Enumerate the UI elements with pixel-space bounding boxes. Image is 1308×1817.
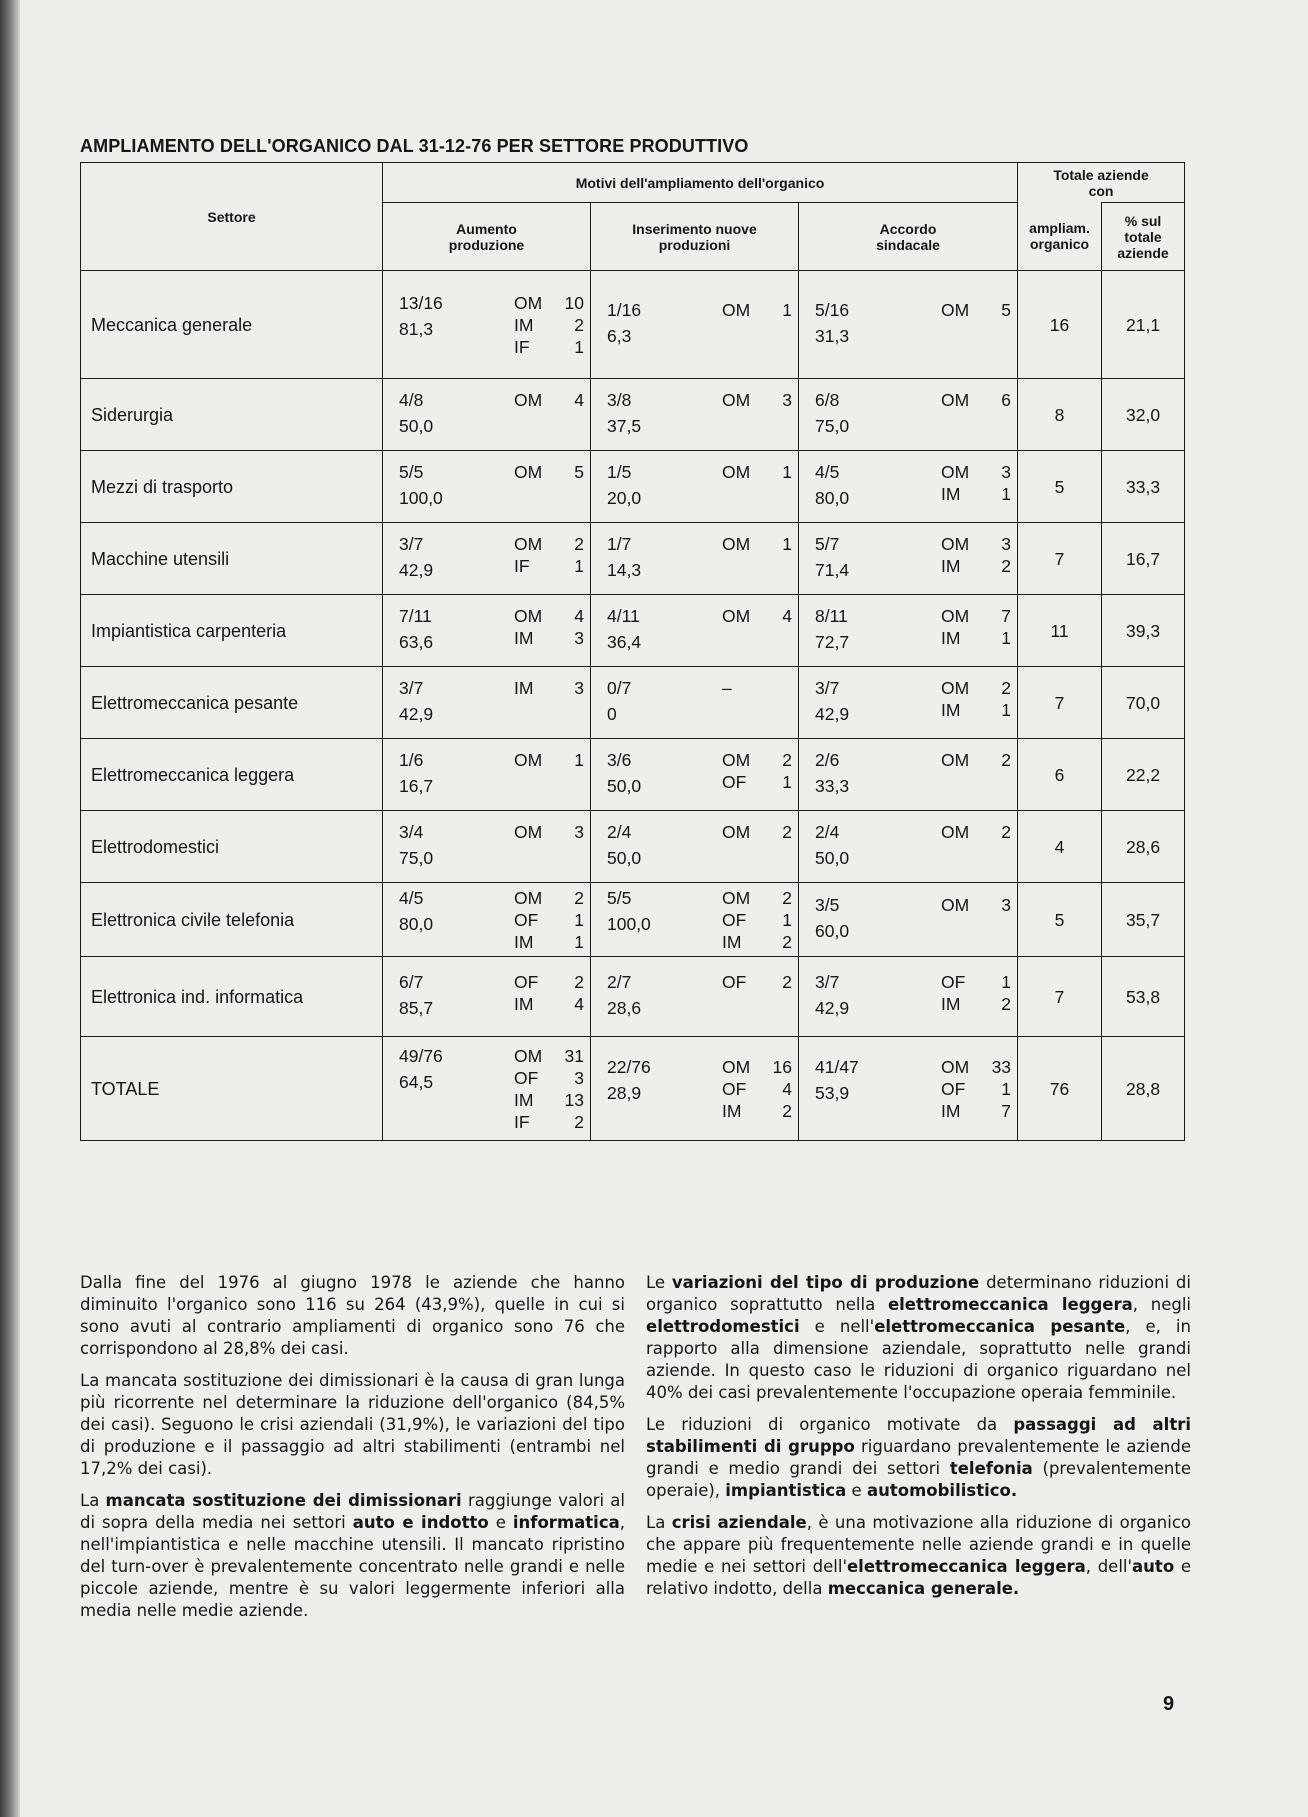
header-settore: Settore xyxy=(81,163,383,271)
inserimento-percent: 20,0 xyxy=(607,487,642,508)
worker-code: OM 1 xyxy=(514,749,584,770)
header-inserimento: Inserimento nuove produzioni xyxy=(591,203,799,271)
accordo-cell xyxy=(799,667,1018,739)
aumento-fraction: 5/5 xyxy=(399,461,424,482)
worker-code: OM 5 xyxy=(514,461,584,482)
aumento-cell xyxy=(383,811,591,883)
header-ampliam: ampliam. organico xyxy=(1018,203,1102,271)
worker-code: OM 6 xyxy=(941,389,1012,410)
total-cell: 4 xyxy=(1018,811,1102,883)
inserimento-percent: 0 xyxy=(607,703,617,724)
table-row xyxy=(81,379,1185,451)
table-row xyxy=(81,667,1185,739)
settore-cell: TOTALE xyxy=(81,1037,383,1141)
accordo-cell xyxy=(799,811,1018,883)
percent-cell: 35,7 xyxy=(1102,883,1185,957)
worker-code: OF 3 xyxy=(514,1067,584,1088)
paragraph: La mancata sostituzione dei dimissionari raggiunge valori al di sopra della media nei settori auto e indotto e informatica, nell'impiantistica e nelle macchine utensili. Il mancato ripristino del turn-over è prevalentemente concentrato nelle grandi e nelle piccole aziende, mentre è su valori leggermente inferiori alla media nelle medie aziende. xyxy=(80,1491,625,1620)
accordo-fraction: 3/7 xyxy=(815,971,840,992)
inserimento-cell xyxy=(591,739,799,811)
worker-code: OM 3 xyxy=(941,894,1012,915)
worker-code: IM 2 xyxy=(722,1100,792,1121)
worker-code: OM 10 xyxy=(514,292,584,313)
aumento-percent: 63,6 xyxy=(399,631,434,652)
total-cell: 5 xyxy=(1018,883,1102,957)
inserimento-cell xyxy=(591,1037,799,1141)
worker-code: OM 33 xyxy=(941,1056,1012,1077)
worker-code: IM 3 xyxy=(514,677,584,698)
inserimento-percent: 28,9 xyxy=(607,1082,642,1103)
aumento-fraction: 4/8 xyxy=(399,389,424,410)
inserimento-fraction: 3/8 xyxy=(607,389,632,410)
worker-code: – xyxy=(722,677,732,698)
aumento-cell xyxy=(383,1037,591,1141)
worker-code: OM 2 xyxy=(514,533,584,554)
table-row xyxy=(81,1037,1185,1141)
worker-code: OM 2 xyxy=(722,821,792,842)
text-column-left xyxy=(80,1272,625,1632)
inserimento-fraction: 22/76 xyxy=(607,1056,651,1077)
worker-code: OM 3 xyxy=(514,821,584,842)
worker-code: IM 1 xyxy=(941,627,1012,648)
worker-code: OM 4 xyxy=(722,605,792,626)
settore-cell: Mezzi di trasporto xyxy=(81,451,383,523)
worker-code: OF 2 xyxy=(722,971,792,992)
total-cell: 8 xyxy=(1018,379,1102,451)
aumento-percent: 75,0 xyxy=(399,847,434,868)
worker-code: OF 1 xyxy=(941,971,1012,992)
inserimento-percent: 50,0 xyxy=(607,775,642,796)
inserimento-cell xyxy=(591,271,799,379)
aumento-fraction: 1/6 xyxy=(399,749,424,770)
worker-code: OM 16 xyxy=(722,1056,792,1077)
aumento-fraction: 3/7 xyxy=(399,677,424,698)
worker-code: IM 4 xyxy=(514,993,584,1014)
aumento-percent: 42,9 xyxy=(399,559,434,580)
worker-code: IM 13 xyxy=(514,1089,584,1110)
inserimento-fraction: 5/5 xyxy=(607,887,632,908)
inserimento-percent: 28,6 xyxy=(607,997,642,1018)
worker-code: IM 2 xyxy=(514,314,584,335)
aumento-percent: 42,9 xyxy=(399,703,434,724)
total-cell: 16 xyxy=(1018,271,1102,379)
worker-code: OM 2 xyxy=(722,887,792,908)
aumento-percent: 85,7 xyxy=(399,997,434,1018)
settore-cell: Macchine utensili xyxy=(81,523,383,595)
worker-code: IM 2 xyxy=(941,555,1012,576)
percent-cell: 33,3 xyxy=(1102,451,1185,523)
inserimento-cell xyxy=(591,451,799,523)
worker-code: OM 1 xyxy=(722,533,792,554)
inserimento-fraction: 4/11 xyxy=(607,605,640,626)
worker-code: OM 1 xyxy=(722,461,792,482)
settore-cell: Elettronica ind. informatica xyxy=(81,957,383,1037)
table-title: AMPLIAMENTO DELL'ORGANICO DAL 31-12-76 PER SETTORE PRODUTTIVO xyxy=(80,136,749,156)
worker-code: OM 3 xyxy=(941,533,1012,554)
worker-code: IM 7 xyxy=(941,1100,1012,1121)
settore-cell: Elettromeccanica leggera xyxy=(81,739,383,811)
accordo-fraction: 3/7 xyxy=(815,677,840,698)
data-table xyxy=(80,162,1185,1141)
aumento-fraction: 3/7 xyxy=(399,533,424,554)
paragraph: La mancata sostituzione dei dimissionari è la causa di gran lunga più ricorrente nel determinare la riduzione dell'organico (84,5% dei casi). Seguono le crisi aziendali (31,9%), le variazioni del tipo di produzione e il passaggio ad altri stabilimenti (entrambi nel 17,2% dei casi). xyxy=(80,1371,625,1478)
accordo-fraction: 5/7 xyxy=(815,533,840,554)
settore-cell: Impiantistica carpenteria xyxy=(81,595,383,667)
aumento-cell xyxy=(383,451,591,523)
accordo-cell xyxy=(799,271,1018,379)
total-cell: 11 xyxy=(1018,595,1102,667)
header-motivi: Motivi dell'ampliamento dell'organico xyxy=(383,163,1018,203)
settore-cell: Meccanica generale xyxy=(81,271,383,379)
worker-code: IF 1 xyxy=(514,336,584,357)
worker-code: OM 2 xyxy=(941,821,1012,842)
inserimento-cell xyxy=(591,667,799,739)
aumento-percent: 16,7 xyxy=(399,775,434,796)
accordo-cell xyxy=(799,1037,1018,1141)
accordo-percent: 42,9 xyxy=(815,703,850,724)
paragraph: Dalla fine del 1976 al giugno 1978 le aziende che hanno diminuito l'organico sono 116 su 264 (43,9%), quelle in cui si sono avuti al contrario ampliamenti di organico sono 76 che corrispondono al 28,8% dei casi. xyxy=(80,1273,625,1358)
worker-code: IM 1 xyxy=(514,931,584,952)
worker-code: OF 1 xyxy=(514,909,584,930)
percent-cell: 22,2 xyxy=(1102,739,1185,811)
inserimento-fraction: 1/7 xyxy=(607,533,632,554)
settore-cell: Elettrodomestici xyxy=(81,811,383,883)
worker-code: OM 5 xyxy=(941,299,1012,320)
table-row xyxy=(81,523,1185,595)
inserimento-cell xyxy=(591,957,799,1037)
inserimento-fraction: 2/7 xyxy=(607,971,632,992)
aumento-fraction: 6/7 xyxy=(399,971,424,992)
aumento-cell xyxy=(383,667,591,739)
accordo-percent: 71,4 xyxy=(815,559,850,580)
inserimento-percent: 100,0 xyxy=(607,913,651,934)
percent-cell: 70,0 xyxy=(1102,667,1185,739)
total-cell: 5 xyxy=(1018,451,1102,523)
settore-cell: Siderurgia xyxy=(81,379,383,451)
aumento-percent: 81,3 xyxy=(399,318,434,339)
aumento-cell xyxy=(383,271,591,379)
accordo-percent: 53,9 xyxy=(815,1082,850,1103)
paragraph: Le riduzioni di organico motivate da passaggi ad altri stabilimenti di gruppo riguardano prevalentemente le aziende grandi e medio grandi dei settori telefonia (prevalentemente operaie), impiantistica e automobilistico. xyxy=(646,1415,1192,1500)
table-row xyxy=(81,451,1185,523)
worker-code: OM 4 xyxy=(514,605,584,626)
accordo-cell xyxy=(799,523,1018,595)
aumento-cell xyxy=(383,523,591,595)
accordo-cell xyxy=(799,883,1018,957)
worker-code: IF 2 xyxy=(514,1111,584,1132)
total-cell: 76 xyxy=(1018,1037,1102,1141)
inserimento-percent: 6,3 xyxy=(607,325,632,346)
accordo-fraction: 3/5 xyxy=(815,894,840,915)
inserimento-fraction: 0/7 xyxy=(607,677,632,698)
accordo-percent: 31,3 xyxy=(815,325,850,346)
worker-code: OF 1 xyxy=(722,909,792,930)
percent-cell: 28,6 xyxy=(1102,811,1185,883)
header-aumento: Aumento produzione xyxy=(383,203,591,271)
paragraph: Le variazioni del tipo di produzione determinano riduzioni di organico soprattutto nella elettromeccanica leggera, negli elettrodomestici e nell'elettromeccanica pesante, e, in rapporto alla dimensione aziendale, soprattutto nelle grandi aziende. In questo caso le riduzioni di organico riguardano nel 40% dei casi prevalentemente l'occupazione operaia femminile. xyxy=(646,1273,1192,1402)
accordo-fraction: 2/4 xyxy=(815,821,840,842)
accordo-percent: 60,0 xyxy=(815,920,850,941)
table-row xyxy=(81,811,1185,883)
worker-code: OM 2 xyxy=(514,887,584,908)
inserimento-fraction: 1/5 xyxy=(607,461,632,482)
table-row xyxy=(81,739,1185,811)
percent-cell: 28,8 xyxy=(1102,1037,1185,1141)
percent-cell: 53,8 xyxy=(1102,957,1185,1037)
accordo-percent: 33,3 xyxy=(815,775,850,796)
accordo-fraction: 8/11 xyxy=(815,605,848,626)
aumento-cell xyxy=(383,957,591,1037)
aumento-fraction: 13/16 xyxy=(399,292,443,313)
accordo-fraction: 4/5 xyxy=(815,461,840,482)
aumento-percent: 50,0 xyxy=(399,415,434,436)
accordo-cell xyxy=(799,595,1018,667)
worker-code: IM 2 xyxy=(722,931,792,952)
inserimento-fraction: 3/6 xyxy=(607,749,632,770)
accordo-percent: 72,7 xyxy=(815,631,850,652)
accordo-cell xyxy=(799,739,1018,811)
accordo-fraction: 2/6 xyxy=(815,749,840,770)
accordo-cell xyxy=(799,379,1018,451)
worker-code: IM 3 xyxy=(514,627,584,648)
worker-code: IM 1 xyxy=(941,699,1012,720)
worker-code: OF 1 xyxy=(722,771,792,792)
inserimento-percent: 37,5 xyxy=(607,415,642,436)
inserimento-cell xyxy=(591,523,799,595)
inserimento-percent: 36,4 xyxy=(607,631,642,652)
accordo-percent: 42,9 xyxy=(815,997,850,1018)
aumento-cell xyxy=(383,883,591,957)
inserimento-fraction: 2/4 xyxy=(607,821,632,842)
aumento-cell xyxy=(383,739,591,811)
table-row xyxy=(81,883,1185,957)
aumento-percent: 100,0 xyxy=(399,487,443,508)
aumento-fraction: 49/76 xyxy=(399,1045,443,1066)
inserimento-percent: 14,3 xyxy=(607,559,642,580)
worker-code: OM 31 xyxy=(514,1045,584,1066)
accordo-percent: 75,0 xyxy=(815,415,850,436)
worker-code: OF 2 xyxy=(514,971,584,992)
aumento-percent: 64,5 xyxy=(399,1071,434,1092)
accordo-cell xyxy=(799,451,1018,523)
worker-code: IF 1 xyxy=(514,555,584,576)
aumento-cell xyxy=(383,595,591,667)
accordo-cell xyxy=(799,957,1018,1037)
total-cell: 7 xyxy=(1018,523,1102,595)
settore-cell: Elettronica civile telefonia xyxy=(81,883,383,957)
worker-code: OM 2 xyxy=(941,749,1012,770)
worker-code: OM 7 xyxy=(941,605,1012,626)
inserimento-percent: 50,0 xyxy=(607,847,642,868)
inserimento-cell xyxy=(591,811,799,883)
percent-cell: 39,3 xyxy=(1102,595,1185,667)
accordo-fraction: 6/8 xyxy=(815,389,840,410)
worker-code: OM 3 xyxy=(941,461,1012,482)
accordo-percent: 80,0 xyxy=(815,487,850,508)
worker-code: OM 2 xyxy=(941,677,1012,698)
percent-cell: 32,0 xyxy=(1102,379,1185,451)
percent-cell: 21,1 xyxy=(1102,271,1185,379)
worker-code: OF 4 xyxy=(722,1078,792,1099)
settore-cell: Elettromeccanica pesante xyxy=(81,667,383,739)
worker-code: OF 1 xyxy=(941,1078,1012,1099)
worker-code: IM 2 xyxy=(941,993,1012,1014)
paragraph: La crisi aziendale, è una motivazione alla riduzione di organico che appare più frequentemente nelle aziende grandi e in quelle medie e nei settori dell'elettromeccanica leggera, dell'auto e relativo indotto, della meccanica generale. xyxy=(646,1513,1191,1598)
book-binding-shadow xyxy=(0,0,20,1817)
table-row xyxy=(81,957,1185,1037)
aumento-fraction: 3/4 xyxy=(399,821,424,842)
aumento-cell xyxy=(383,379,591,451)
header-totale: Totale aziende con xyxy=(1018,163,1185,203)
worker-code: IM 1 xyxy=(941,483,1012,504)
aumento-fraction: 7/11 xyxy=(399,605,432,626)
aumento-fraction: 4/5 xyxy=(399,887,424,908)
inserimento-cell xyxy=(591,379,799,451)
header-pct: % sul totale aziende xyxy=(1102,203,1185,271)
inserimento-cell xyxy=(591,595,799,667)
header-accordo: Accordo sindacale xyxy=(799,203,1018,271)
inserimento-cell xyxy=(591,883,799,957)
accordo-fraction: 41/47 xyxy=(815,1056,859,1077)
total-cell: 7 xyxy=(1018,957,1102,1037)
total-cell: 7 xyxy=(1018,667,1102,739)
accordo-fraction: 5/16 xyxy=(815,299,850,320)
table-row xyxy=(81,595,1185,667)
worker-code: OM 3 xyxy=(722,389,792,410)
total-cell: 6 xyxy=(1018,739,1102,811)
table-row xyxy=(81,271,1185,379)
text-column-right xyxy=(646,1272,1191,1610)
worker-code: OM 1 xyxy=(722,299,792,320)
worker-code: OM 2 xyxy=(722,749,792,770)
percent-cell: 16,7 xyxy=(1102,523,1185,595)
accordo-percent: 50,0 xyxy=(815,847,850,868)
worker-code: OM 4 xyxy=(514,389,584,410)
inserimento-fraction: 1/16 xyxy=(607,299,642,320)
page-number: 9 xyxy=(1163,1693,1175,1715)
aumento-percent: 80,0 xyxy=(399,913,434,934)
